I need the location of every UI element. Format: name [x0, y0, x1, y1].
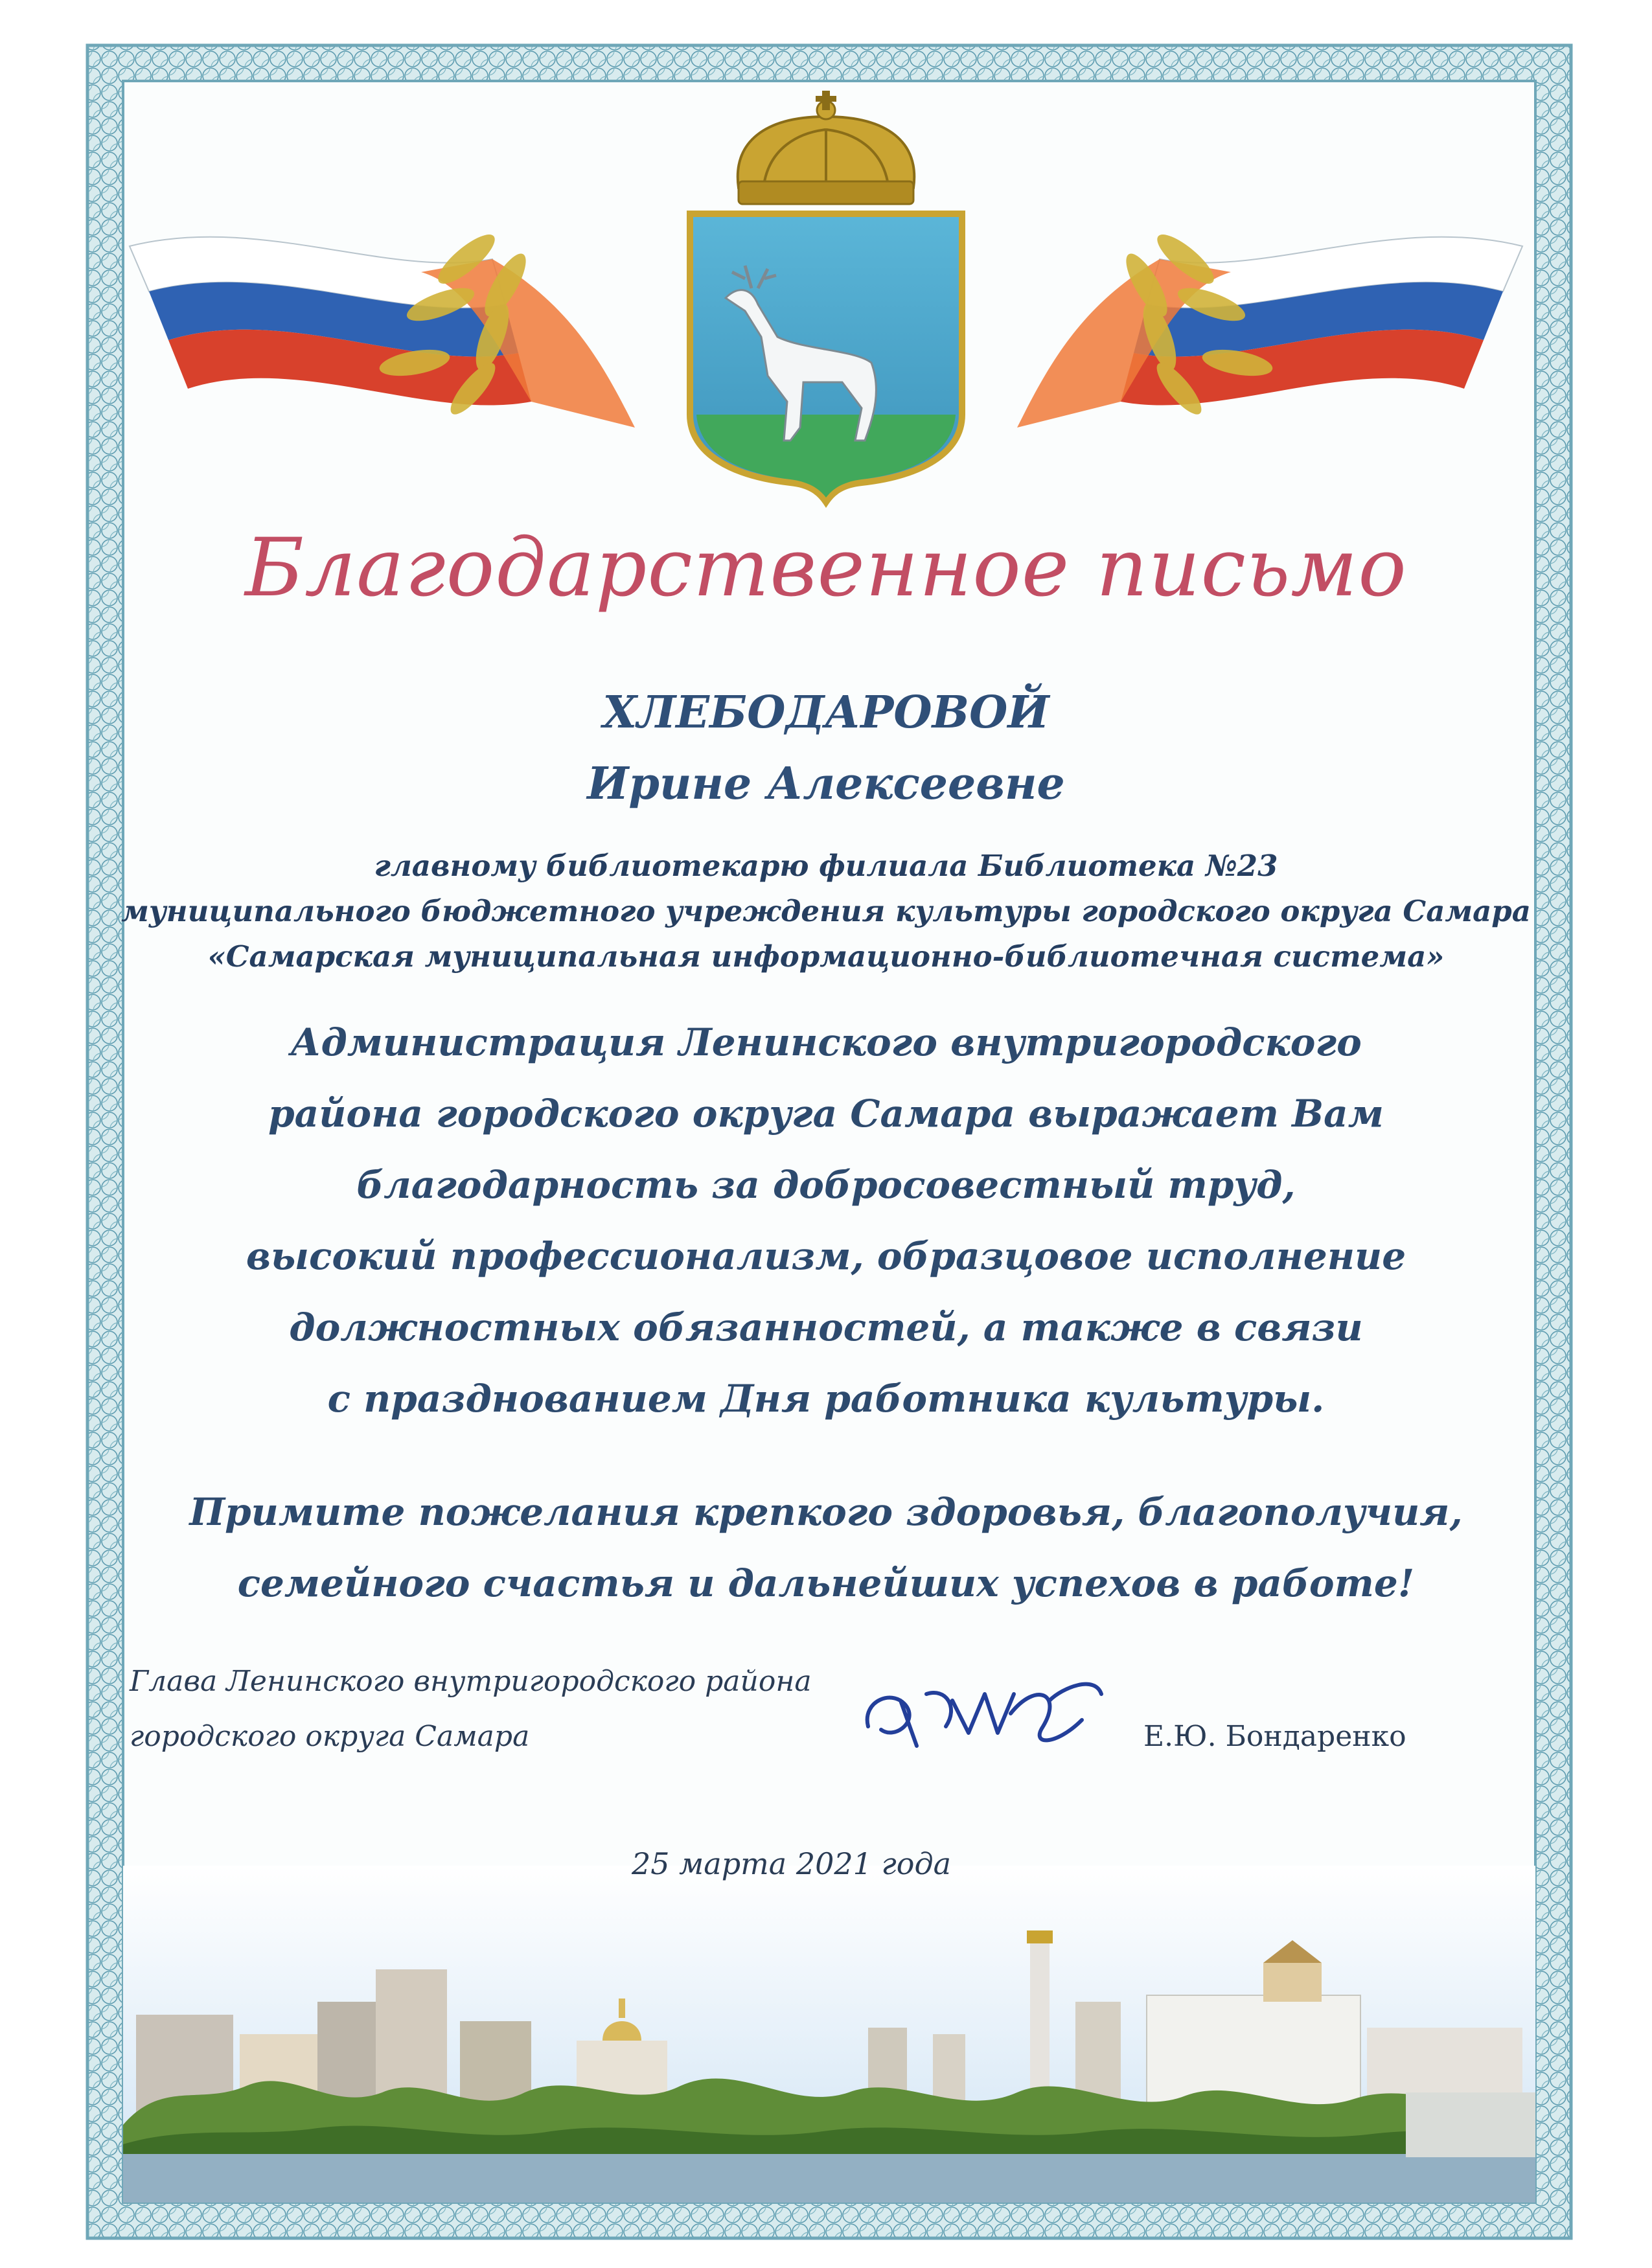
- flag-ribbon-right: [1017, 237, 1522, 428]
- city-skyline-photo: [123, 1930, 1535, 2203]
- body-line: с празднованием Дня работника культуры.: [327, 1377, 1325, 1421]
- crown-icon: [738, 91, 915, 204]
- body-line: Администрация Ленинского внутригородского: [290, 1020, 1362, 1064]
- wish-line: Примите пожелания крепкого здоровья, благополучия,: [189, 1490, 1463, 1534]
- page-title: Благодарственное письмо: [245, 521, 1407, 615]
- position-line: «Самарская муниципальная информационно-библиотечная система»: [207, 939, 1445, 974]
- position-line: главному библиотекарю филиала Библиотека №23: [374, 849, 1278, 883]
- coat-of-arms-emblem: [0, 0, 1652, 531]
- body-line: района городского округа Самара выражает Вам: [268, 1092, 1384, 1136]
- body-line: благодарность за добросовестный труд,: [356, 1163, 1296, 1207]
- handwritten-signature: [855, 1655, 1114, 1785]
- flag-ribbon-left: [130, 237, 635, 428]
- date: 25 марта 2021 года: [632, 1846, 952, 1881]
- position-line: муниципального бюджетного учреждения культуры городского округа Самара: [121, 894, 1531, 928]
- recipient-surname: ХЛЕБОДАРОВОЙ: [602, 687, 1050, 739]
- signatory-title-line2: городского округа Самара: [130, 1720, 530, 1753]
- body-line: высокий профессионализм, образцовое исполнение: [246, 1234, 1406, 1278]
- wish-line: семейного счастья и дальнейших успехов в работе!: [237, 1561, 1415, 1605]
- body-line: должностных обязанностей, а также в связи: [289, 1305, 1363, 1349]
- signatory-title-line1: Глава Ленинского внутригородского района: [130, 1665, 812, 1698]
- recipient-name: Ирине Алексеевне: [587, 758, 1065, 810]
- signatory-name: Е.Ю. Бондаренко: [1143, 1720, 1406, 1753]
